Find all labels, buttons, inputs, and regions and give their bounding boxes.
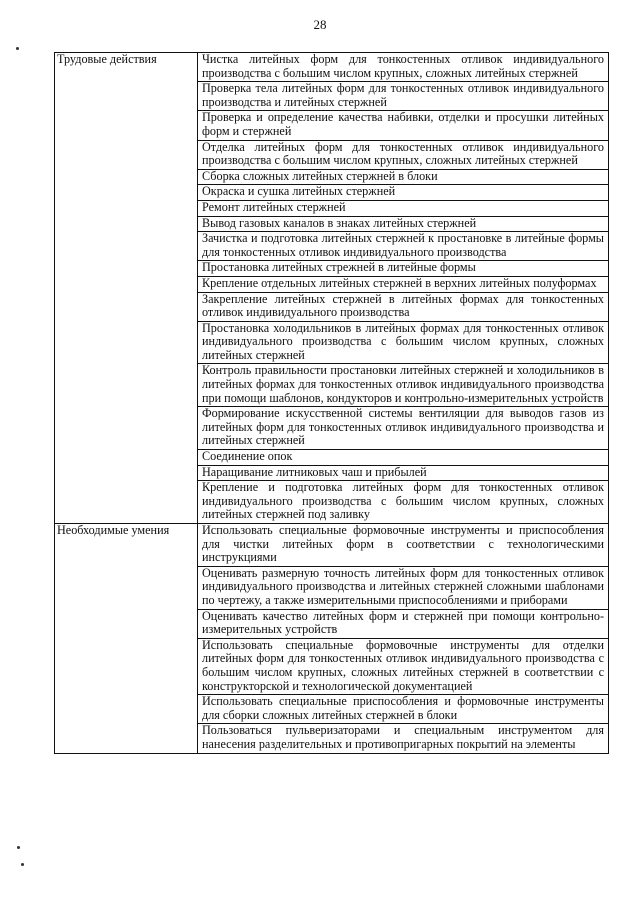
table-cell-item: Окраска и сушка литейных стержней bbox=[198, 185, 609, 201]
table-cell-item: Зачистка и подготовка литейных стержней к простановке в литейные формы для тонкостенных отливок индивидуального производства bbox=[198, 232, 609, 261]
table-cell-item: Простановка литейных стрежней в литейные формы bbox=[198, 261, 609, 277]
section-label: Необходимые умения bbox=[55, 524, 198, 754]
scan-speck bbox=[21, 863, 24, 866]
table-cell-item: Проверка и определение качества набивки, отделки и просушки литейных форм и стержней bbox=[198, 111, 609, 140]
table-cell-item: Закрепление литейных стержней в литейных формах для тонкостенных отливок индивидуального производства bbox=[198, 292, 609, 321]
table-cell-item: Отделка литейных форм для тонкостенных отливок индивидуального производства с большим числом крупных, сложных литейных стержней bbox=[198, 140, 609, 169]
scan-speck bbox=[16, 47, 19, 50]
table-row bbox=[55, 524, 609, 567]
competency-table bbox=[54, 52, 609, 754]
table-cell-item: Простановка холодильников в литейных формах для тонкостенных отливок индивидуального производства с большим числом крупных, сложных литейных стержней bbox=[198, 321, 609, 364]
table-cell-item: Контроль правильности простановки литейных стержней и холодильников в литейных формах для тонкостенных отливок индивидуального производства при помощи шаблонов, кондукторов и контрольно-измерительных устройств bbox=[198, 364, 609, 407]
page-number: 28 bbox=[313, 17, 327, 32]
table-cell-item: Использовать специальные приспособления и формовочные инструменты для сборки сложных литейных стержней в блоки bbox=[198, 695, 609, 724]
table-cell-item: Наращивание литниковых чаш и прибылей bbox=[198, 465, 609, 481]
table-cell-item: Сборка сложных литейных стержней в блоки bbox=[198, 169, 609, 185]
table-row bbox=[55, 53, 609, 82]
section-label: Трудовые действия bbox=[55, 53, 198, 524]
table-cell-item: Вывод газовых каналов в знаках литейных стержней bbox=[198, 216, 609, 232]
table-cell-item: Проверка тела литейных форм для тонкостенных отливок индивидуального производства и литейных стержней bbox=[198, 82, 609, 111]
table-cell-item: Оценивать качество литейных форм и стержней при помощи контрольно-измерительных устройств bbox=[198, 609, 609, 638]
table-cell-item: Ремонт литейных стержней bbox=[198, 200, 609, 216]
table-cell-item: Оценивать размерную точность литейных форм для тонкостенных отливок индивидуального производства и литейных стержней сложными шаблонами по чертежу, а также измерительными приспособлениями и приборами bbox=[198, 566, 609, 609]
table-cell-item: Использовать специальные формовочные инструменты для отделки литейных форм для тонкостенных отливок индивидуального производства с большим числом крупных, сложных литейных стержней в соответствии с конструкторской и технологической документацией bbox=[198, 638, 609, 694]
table-cell-item: Формирование искусственной системы вентиляции для выводов газов из литейных форм для тонкостенных отливок индивидуального производства и литейных стержней bbox=[198, 407, 609, 450]
table-cell-item: Пользоваться пульверизаторами и специальным инструментом для нанесения разделительных и противопригарных покрытий на элементы bbox=[198, 724, 609, 753]
table-cell-item: Соединение опок bbox=[198, 450, 609, 466]
table-cell-item: Чистка литейных форм для тонкостенных отливок индивидуального производства с большим числом крупных, сложных литейных стержней bbox=[198, 53, 609, 82]
table-cell-item: Использовать специальные формовочные инструменты и приспособления для чистки литейных форм в соответствии с технологическими инструкциями bbox=[198, 524, 609, 567]
table-body bbox=[55, 53, 609, 754]
scan-speck bbox=[17, 846, 20, 849]
table-cell-item: Крепление отдельных литейных стержней в верхних литейных полуформах bbox=[198, 276, 609, 292]
table-cell-item: Крепление и подготовка литейных форм для тонкостенных отливок индивидуального производства с большим числом крупных, сложных литейных стержней под заливку bbox=[198, 481, 609, 524]
